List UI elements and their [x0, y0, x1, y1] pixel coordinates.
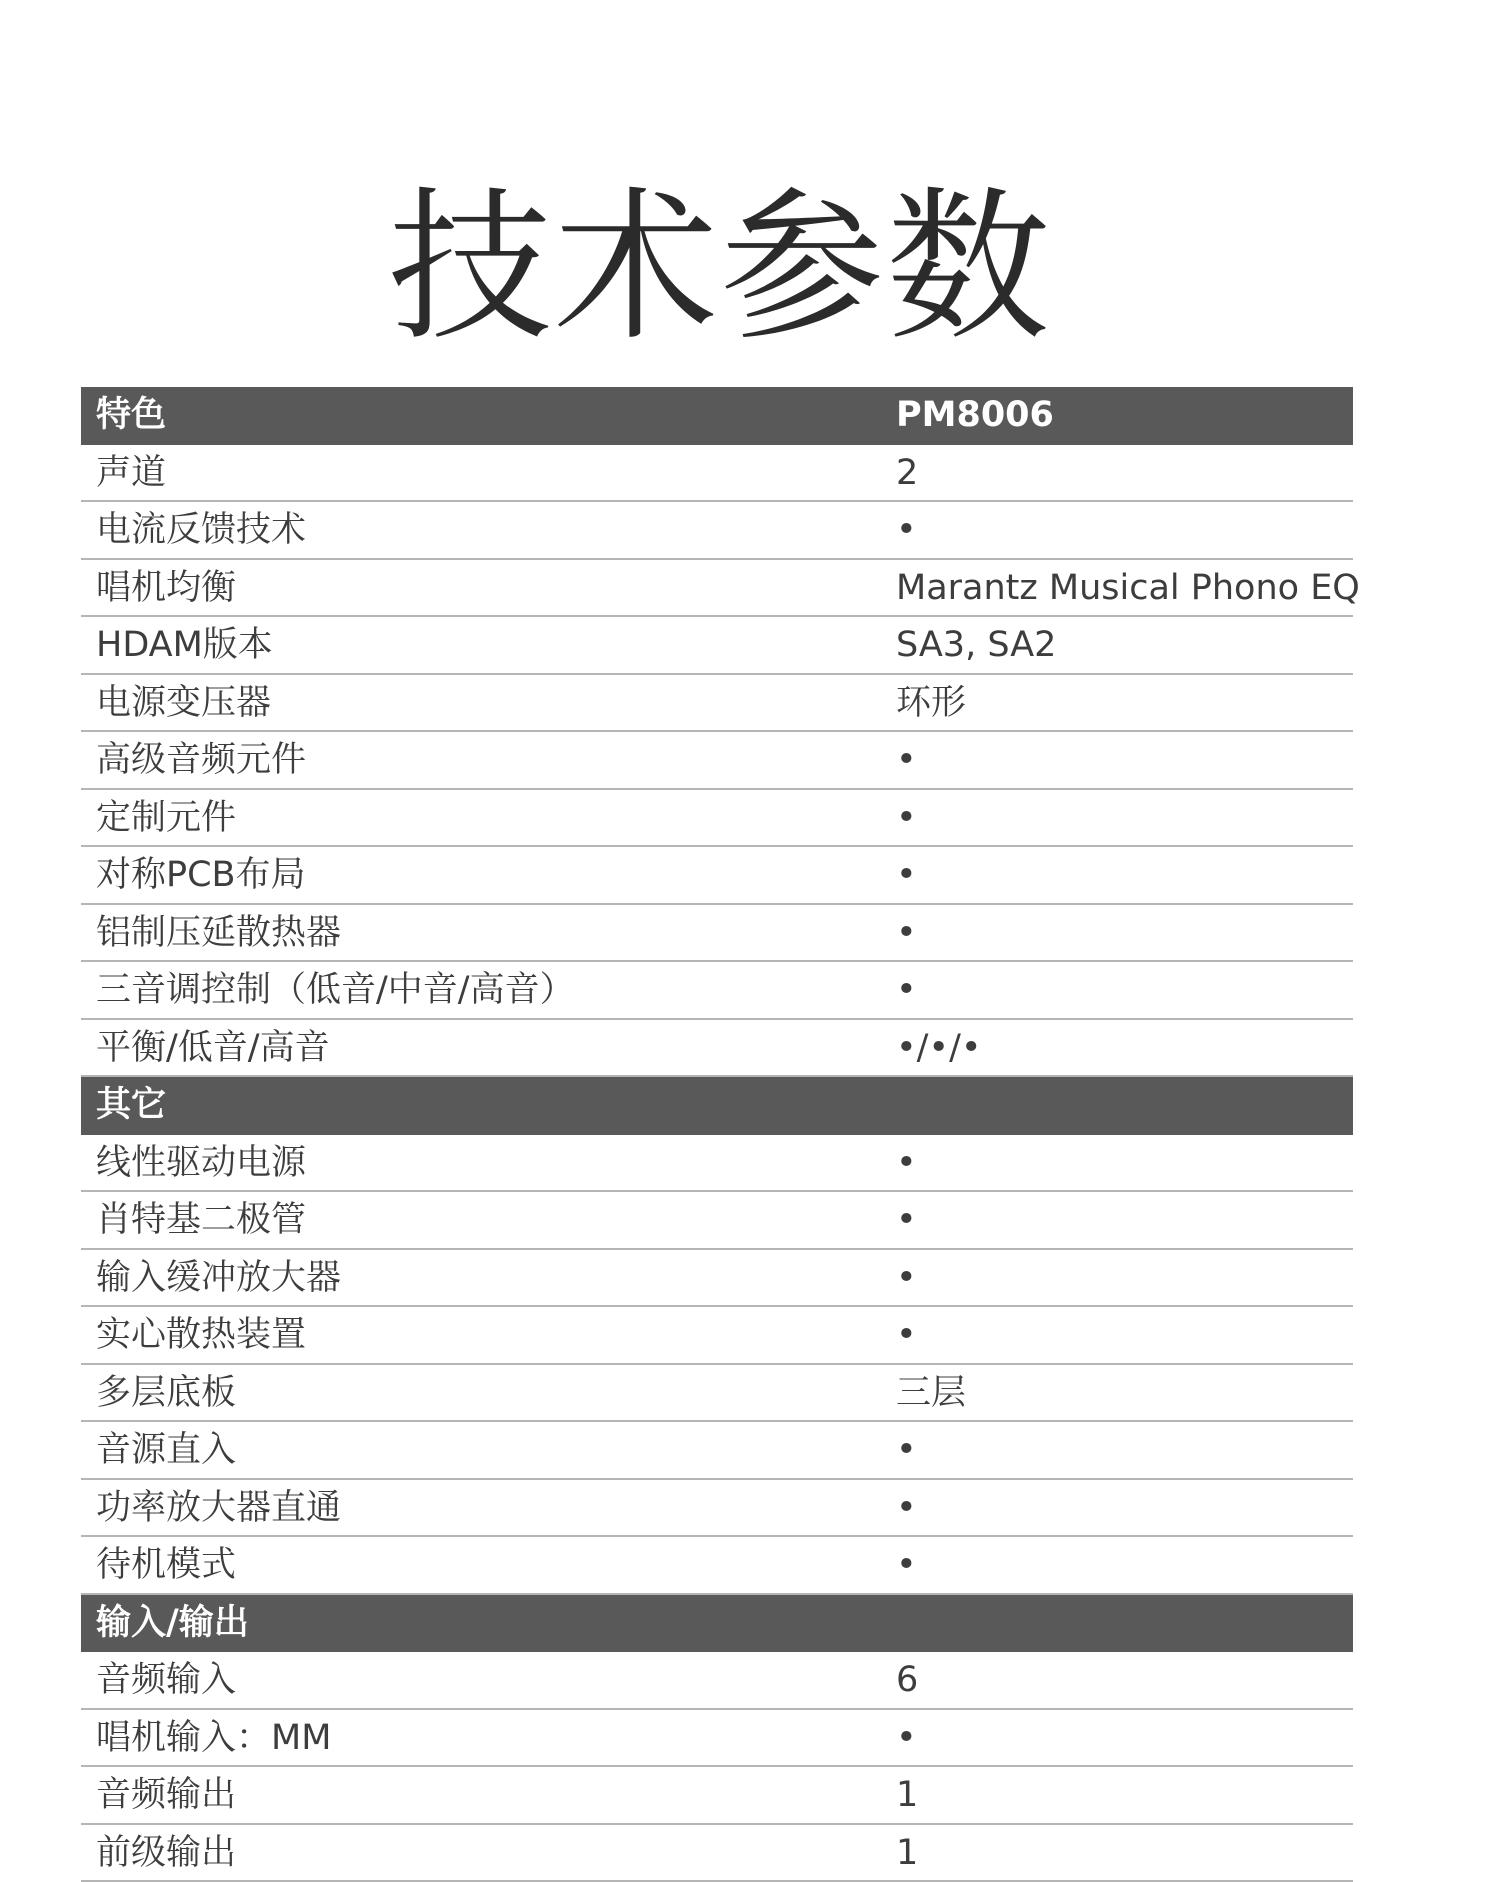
- spec-value: 环形: [896, 675, 966, 731]
- spec-value: •: [896, 847, 917, 903]
- table-row: [81, 1422, 1353, 1480]
- spec-label: 输入缓冲放大器: [96, 1250, 341, 1306]
- table-row: [81, 1710, 1353, 1768]
- section-header-value: PM8006: [896, 387, 1054, 443]
- spec-value: 1: [896, 1767, 918, 1823]
- table-row: [81, 1767, 1353, 1825]
- spec-label: 待机模式: [96, 1537, 236, 1593]
- spec-table: [81, 387, 1353, 1882]
- section-header-label: 其它: [96, 1077, 166, 1133]
- spec-value: •: [896, 1537, 917, 1593]
- spec-label: 唱机均衡: [96, 560, 236, 616]
- section-header-row: [81, 387, 1353, 445]
- spec-label: 三音调控制（低音/中音/高音）: [96, 962, 575, 1018]
- section-header-row: [81, 1077, 1353, 1135]
- table-row: [81, 675, 1353, 733]
- spec-value: 三层: [896, 1365, 966, 1421]
- spec-label: 唱机输入：MM: [96, 1710, 331, 1766]
- table-row: [81, 962, 1353, 1020]
- spec-value: •: [896, 962, 917, 1018]
- spec-value: •: [896, 905, 917, 961]
- spec-label: 音源直入: [96, 1422, 236, 1478]
- section-header-label: 特色: [96, 387, 166, 443]
- spec-label: 对称PCB布局: [96, 847, 306, 903]
- spec-value: •: [896, 1307, 917, 1363]
- table-row: [81, 445, 1353, 503]
- spec-label: 实心散热装置: [96, 1307, 306, 1363]
- spec-label: 多层底板: [96, 1365, 236, 1421]
- spec-value: •/•/•: [896, 1020, 982, 1076]
- spec-value: •: [896, 1250, 917, 1306]
- section-header-label: 输入/输出: [96, 1595, 249, 1651]
- table-row: [81, 1250, 1353, 1308]
- table-row: [81, 1365, 1353, 1423]
- table-row: [81, 1537, 1353, 1595]
- table-row: [81, 732, 1353, 790]
- spec-label: 定制元件: [96, 790, 236, 846]
- spec-value: 6: [896, 1652, 918, 1708]
- spec-value: •: [896, 502, 917, 558]
- spec-value: •: [896, 1422, 917, 1478]
- spec-label: 线性驱动电源: [96, 1135, 306, 1191]
- spec-value: SA3, SA2: [896, 617, 1056, 673]
- section-header-row: [81, 1595, 1353, 1653]
- table-row: [81, 847, 1353, 905]
- spec-value: •: [896, 1192, 917, 1248]
- spec-label: 肖特基二极管: [96, 1192, 306, 1248]
- spec-value: •: [896, 790, 917, 846]
- table-row: [81, 1825, 1353, 1882]
- table-row: [81, 617, 1353, 675]
- table-row: [81, 1135, 1353, 1193]
- spec-value: •: [896, 1710, 917, 1766]
- table-row: [81, 502, 1353, 560]
- table-row: [81, 1192, 1353, 1250]
- spec-value: •: [896, 732, 917, 788]
- table-row: [81, 1480, 1353, 1538]
- spec-label: 铝制压延散热器: [96, 905, 341, 961]
- spec-label: 音频输出: [96, 1767, 236, 1823]
- spec-label: 电流反馈技术: [96, 502, 306, 558]
- table-row: [81, 1307, 1353, 1365]
- spec-value: •: [896, 1480, 917, 1536]
- spec-label: 平衡/低音/高音: [96, 1020, 330, 1076]
- spec-value: •: [896, 1135, 917, 1191]
- spec-label: 前级输出: [96, 1825, 236, 1881]
- table-row: [81, 1652, 1353, 1710]
- spec-label: 高级音频元件: [96, 732, 306, 788]
- table-row: [81, 560, 1353, 618]
- spec-label: 功率放大器直通: [96, 1480, 341, 1536]
- table-row: [81, 905, 1353, 963]
- table-row: [81, 790, 1353, 848]
- spec-value: 2: [896, 445, 918, 501]
- spec-label: HDAM版本: [96, 617, 273, 673]
- spec-value: Marantz Musical Phono EQ: [896, 560, 1360, 616]
- spec-label: 声道: [96, 445, 166, 501]
- page-title: 技术参数: [0, 178, 1440, 358]
- spec-label: 音频输入: [96, 1652, 236, 1708]
- table-row: [81, 1020, 1353, 1078]
- spec-value: 1: [896, 1825, 918, 1881]
- spec-label: 电源变压器: [96, 675, 271, 731]
